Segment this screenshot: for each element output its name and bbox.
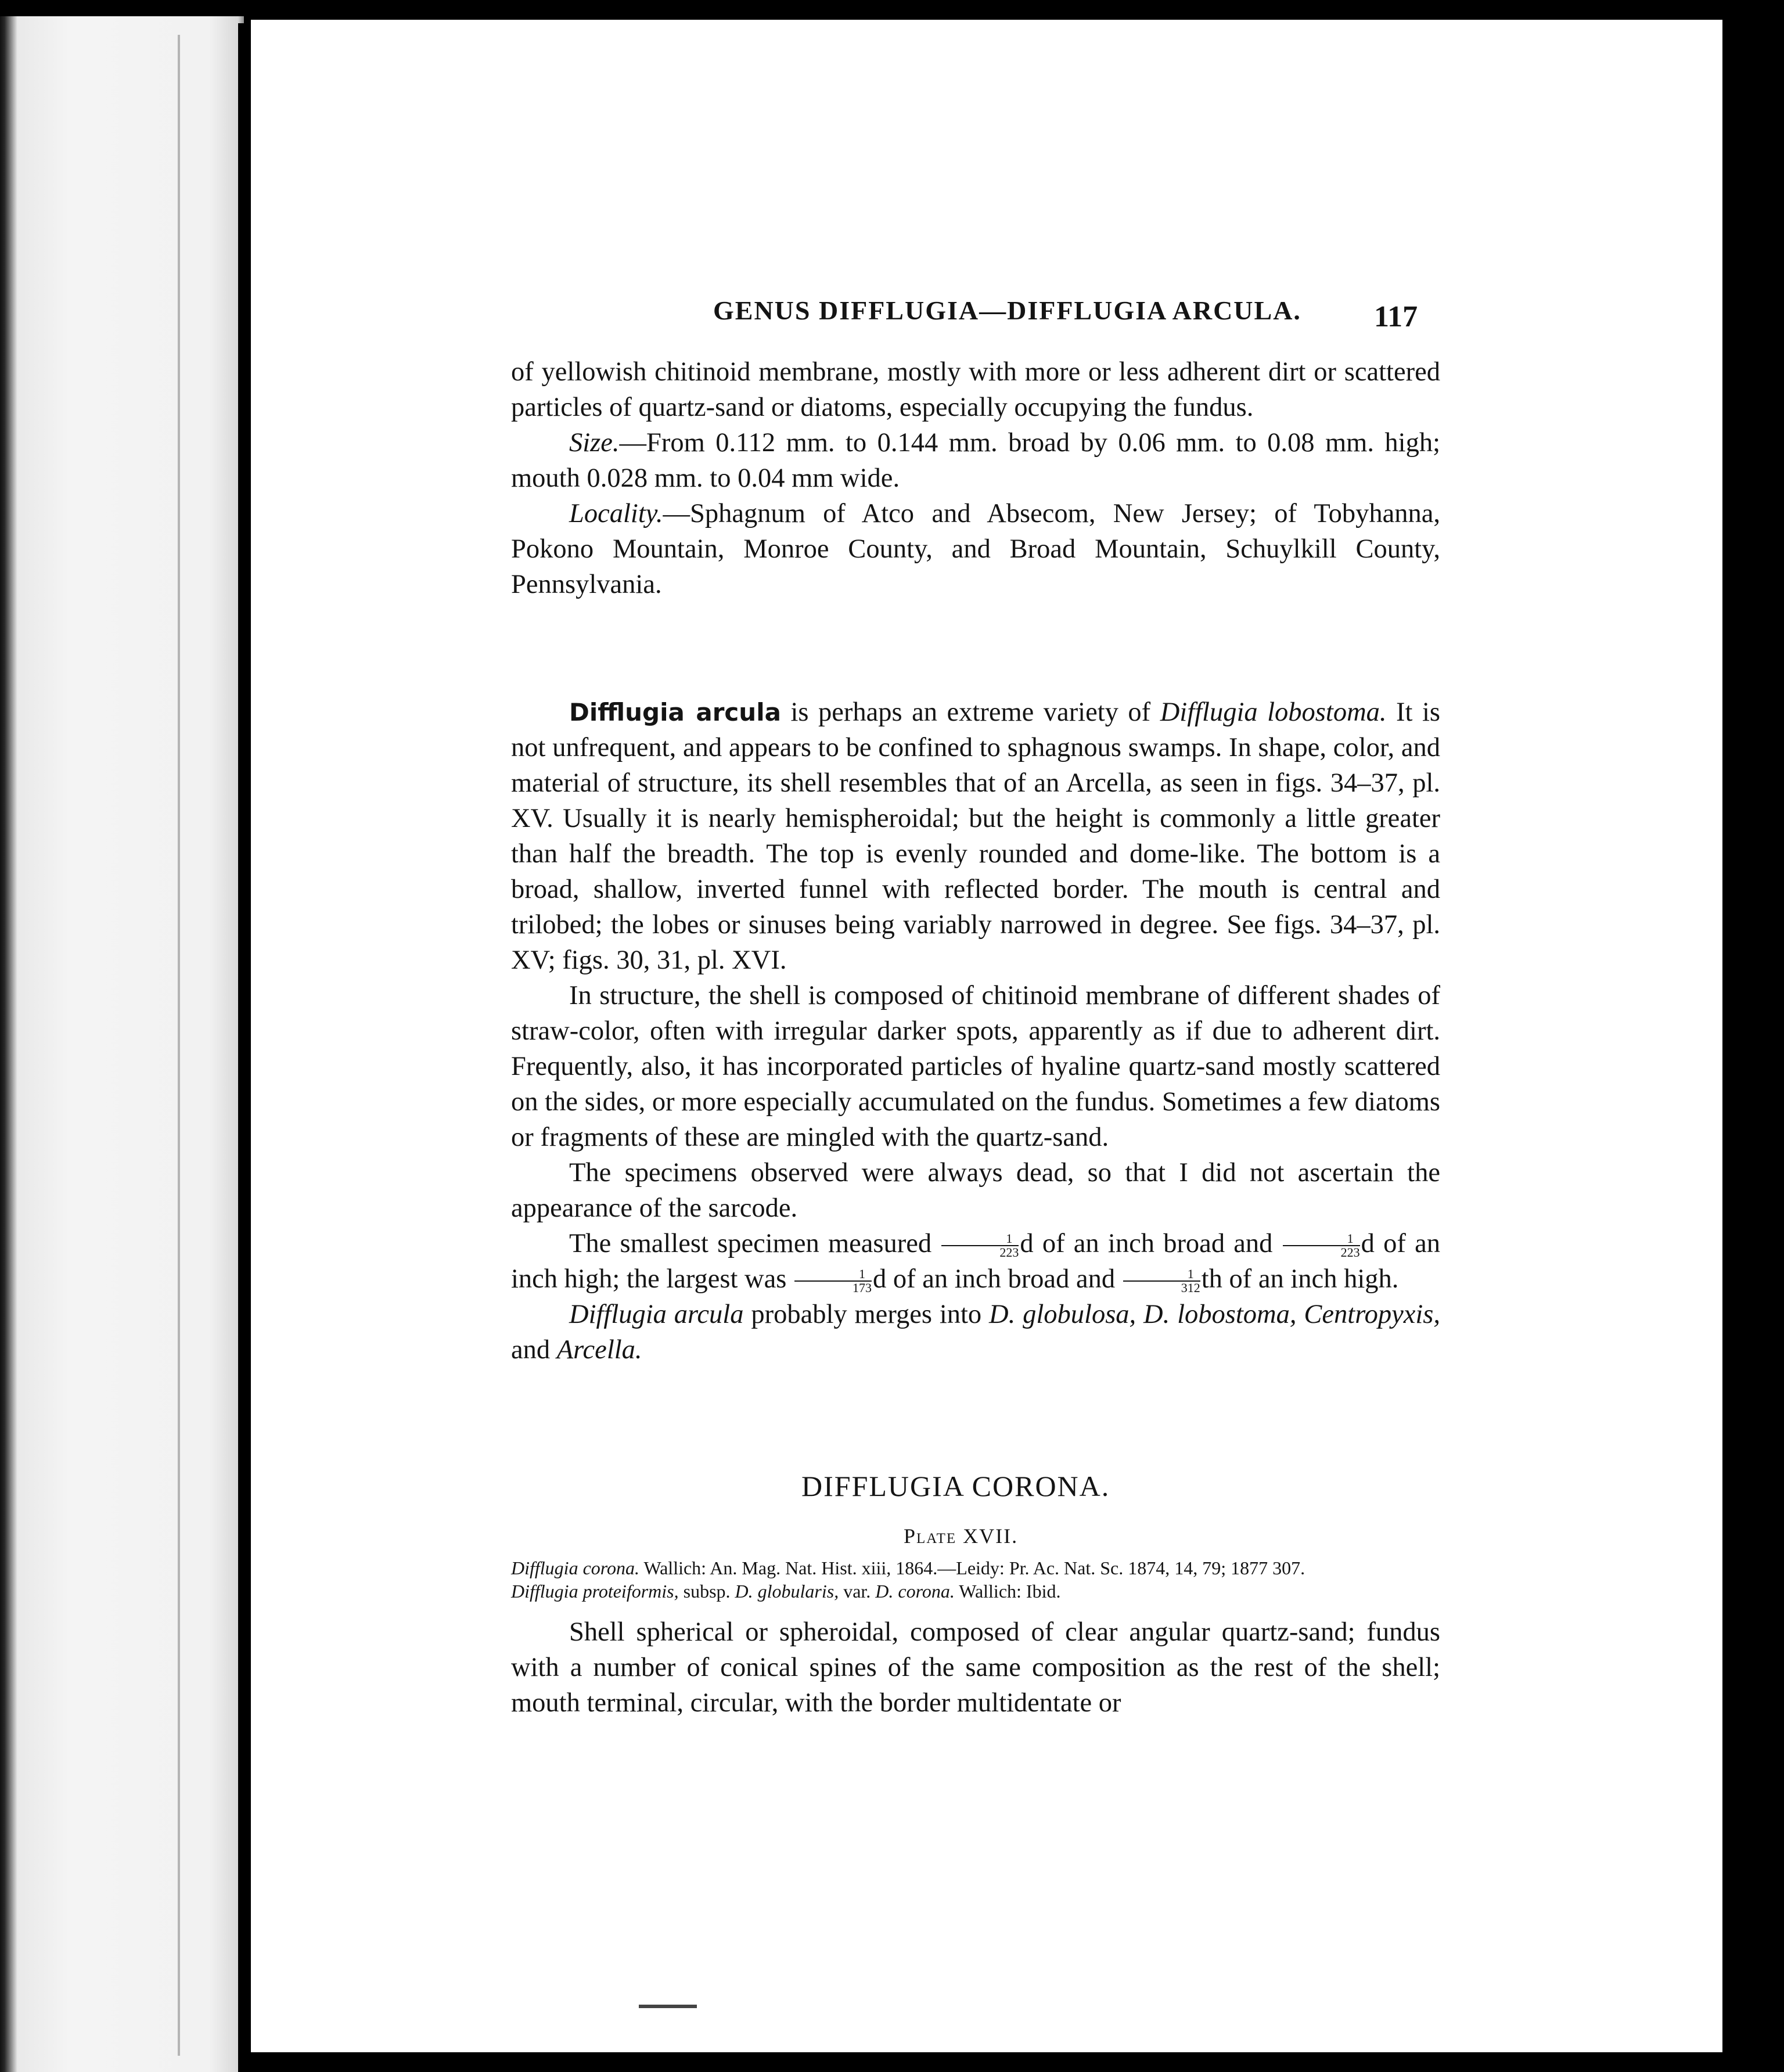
corona-description	[511, 1614, 1440, 1721]
text-run: d of an inch high; the largest was	[511, 1229, 1440, 1294]
text-run: d of an inch broad and	[1020, 1229, 1282, 1258]
fraction-denominator: 173	[853, 1280, 872, 1296]
text-run: D. globularis,	[735, 1581, 839, 1602]
text-run: D. globulosa, D. lobostoma, Centropyxis,	[989, 1300, 1440, 1329]
fraction	[1123, 1268, 1200, 1294]
page-number: 117	[1374, 300, 1418, 333]
text-run: Arcella.	[556, 1335, 642, 1365]
size-paragraph	[511, 425, 1440, 496]
book-gutter	[238, 23, 251, 2072]
plate-reference: Plate XVII.	[904, 1524, 1019, 1548]
fraction-denominator: 312	[1181, 1280, 1200, 1296]
fraction-numerator: 1	[794, 1268, 872, 1282]
text-run: Wallich: Ibid.	[954, 1581, 1061, 1602]
section-title: DIFFLUGIA CORONA.	[801, 1470, 1110, 1502]
facing-page-rule	[178, 35, 180, 2056]
facing-page-edge	[0, 16, 244, 2072]
text-run: The smallest specimen measured	[569, 1229, 941, 1258]
text-run: Difflugia lobostoma.	[1160, 697, 1387, 727]
paragraph: The specimens observed were always dead, so that I did not ascertain the appearance of the sarcode.	[511, 1158, 1440, 1223]
fraction	[794, 1268, 872, 1294]
text-run: and	[511, 1335, 557, 1365]
text-run: Difflugia arcula	[569, 1300, 744, 1329]
text-run: D. corona.	[875, 1581, 955, 1602]
synonym-line	[511, 1556, 1417, 1580]
size-label: Size.	[569, 428, 620, 458]
paragraph: In structure, the shell is composed of chitinoid membrane of different shades of straw-color, often with irregular darker spots, apparently as if due to adherent dirt. Frequently, also, it has incorporated particles of hyaline quartz-sand mostly scattered on the sides, or more especially accumulated on the fundus. Sometimes a few diatoms or fragments of these are mingled with the quartz-sand.	[511, 981, 1440, 1152]
text-run: It is not unfrequent, and appears to be confined to sphagnous swamps. In shape, color, and material of structure, its shell resembles that of an Arcella, as seen in figs. 34–37, pl. XV. Usually it is nearly hemispheroidal; but the height is commonly a little greater than half the breadth. The top is evenly rounded and dome-like. The bottom is a broad, shallow, inverted funnel with reflected border. The mouth is central and trilobed; the lobes or sinuses being variably narrowed in degree. See figs. 34–37, pl. XV; figs. 30, 31, pl. XVI.	[511, 697, 1440, 975]
text-run: is perhaps an extreme variety of	[780, 697, 1160, 727]
paragraph	[511, 695, 1440, 978]
fraction-numerator: 1	[1283, 1232, 1360, 1246]
fraction-numerator: 1	[1123, 1268, 1200, 1282]
locality-paragraph	[511, 496, 1440, 602]
locality-label: Locality.	[569, 499, 663, 528]
text-run: Difflugia proteiformis,	[511, 1581, 679, 1602]
paragraph	[511, 1297, 1440, 1368]
paragraph: Shell spherical or spheroidal, composed of clear angular quartz-sand; fundus with a number of conical spines of the same composition as the rest of the shell; mouth terminal, circular, with the border multidentate or	[511, 1617, 1440, 1718]
running-header: GENUS DIFFLUGIA—DIFFLUGIA ARCULA.	[713, 296, 1301, 325]
fraction	[941, 1232, 1019, 1259]
fraction	[1283, 1232, 1360, 1259]
text-run: probably merges into	[743, 1300, 990, 1329]
fraction-denominator: 223	[999, 1245, 1019, 1260]
locality-text: —Sphagnum of Atco and Absecom, New Jersey; of Tobyhanna, Pokono Mountain, Monroe County, and Broad Mountain, Schuylkill County, Pennsylvania.	[511, 499, 1440, 599]
text-run: subsp.	[678, 1581, 735, 1602]
scan-frame-top	[0, 0, 1784, 20]
text-run: var.	[839, 1581, 876, 1602]
text-run: d of an inch broad and	[873, 1264, 1122, 1294]
synonymy	[511, 1556, 1417, 1603]
synonym-line	[511, 1580, 1417, 1603]
paragraph	[511, 1226, 1440, 1297]
scan-frame-right	[1722, 0, 1784, 2072]
species-name: Difflugia arcula	[569, 698, 781, 726]
paragraph: of yellowish chitinoid membrane, mostly with more or less adherent dirt or scattered particles of quartz-sand or diatoms, especially occupying the fundus.	[511, 357, 1440, 422]
scan-smudge	[639, 2005, 697, 2008]
text-run: th of an inch high.	[1201, 1264, 1399, 1294]
text-run: Wallich: An. Mag. Nat. Hist. xiii, 1864.—Leidy: Pr. Ac. Nat. Sc. 1874, 14, 79; 1877 307.	[639, 1557, 1305, 1578]
continued-description	[511, 354, 1440, 602]
scan-frame-bottom	[244, 2052, 1784, 2072]
size-text: —From 0.112 mm. to 0.144 mm. broad by 0.06 mm. to 0.08 mm. high; mouth 0.028 mm. to 0.04 mm wide.	[511, 428, 1440, 493]
text-run: Difflugia corona.	[511, 1557, 640, 1578]
arcula-section	[511, 695, 1440, 1368]
fraction-numerator: 1	[941, 1232, 1019, 1246]
fraction-denominator: 223	[1340, 1245, 1360, 1260]
